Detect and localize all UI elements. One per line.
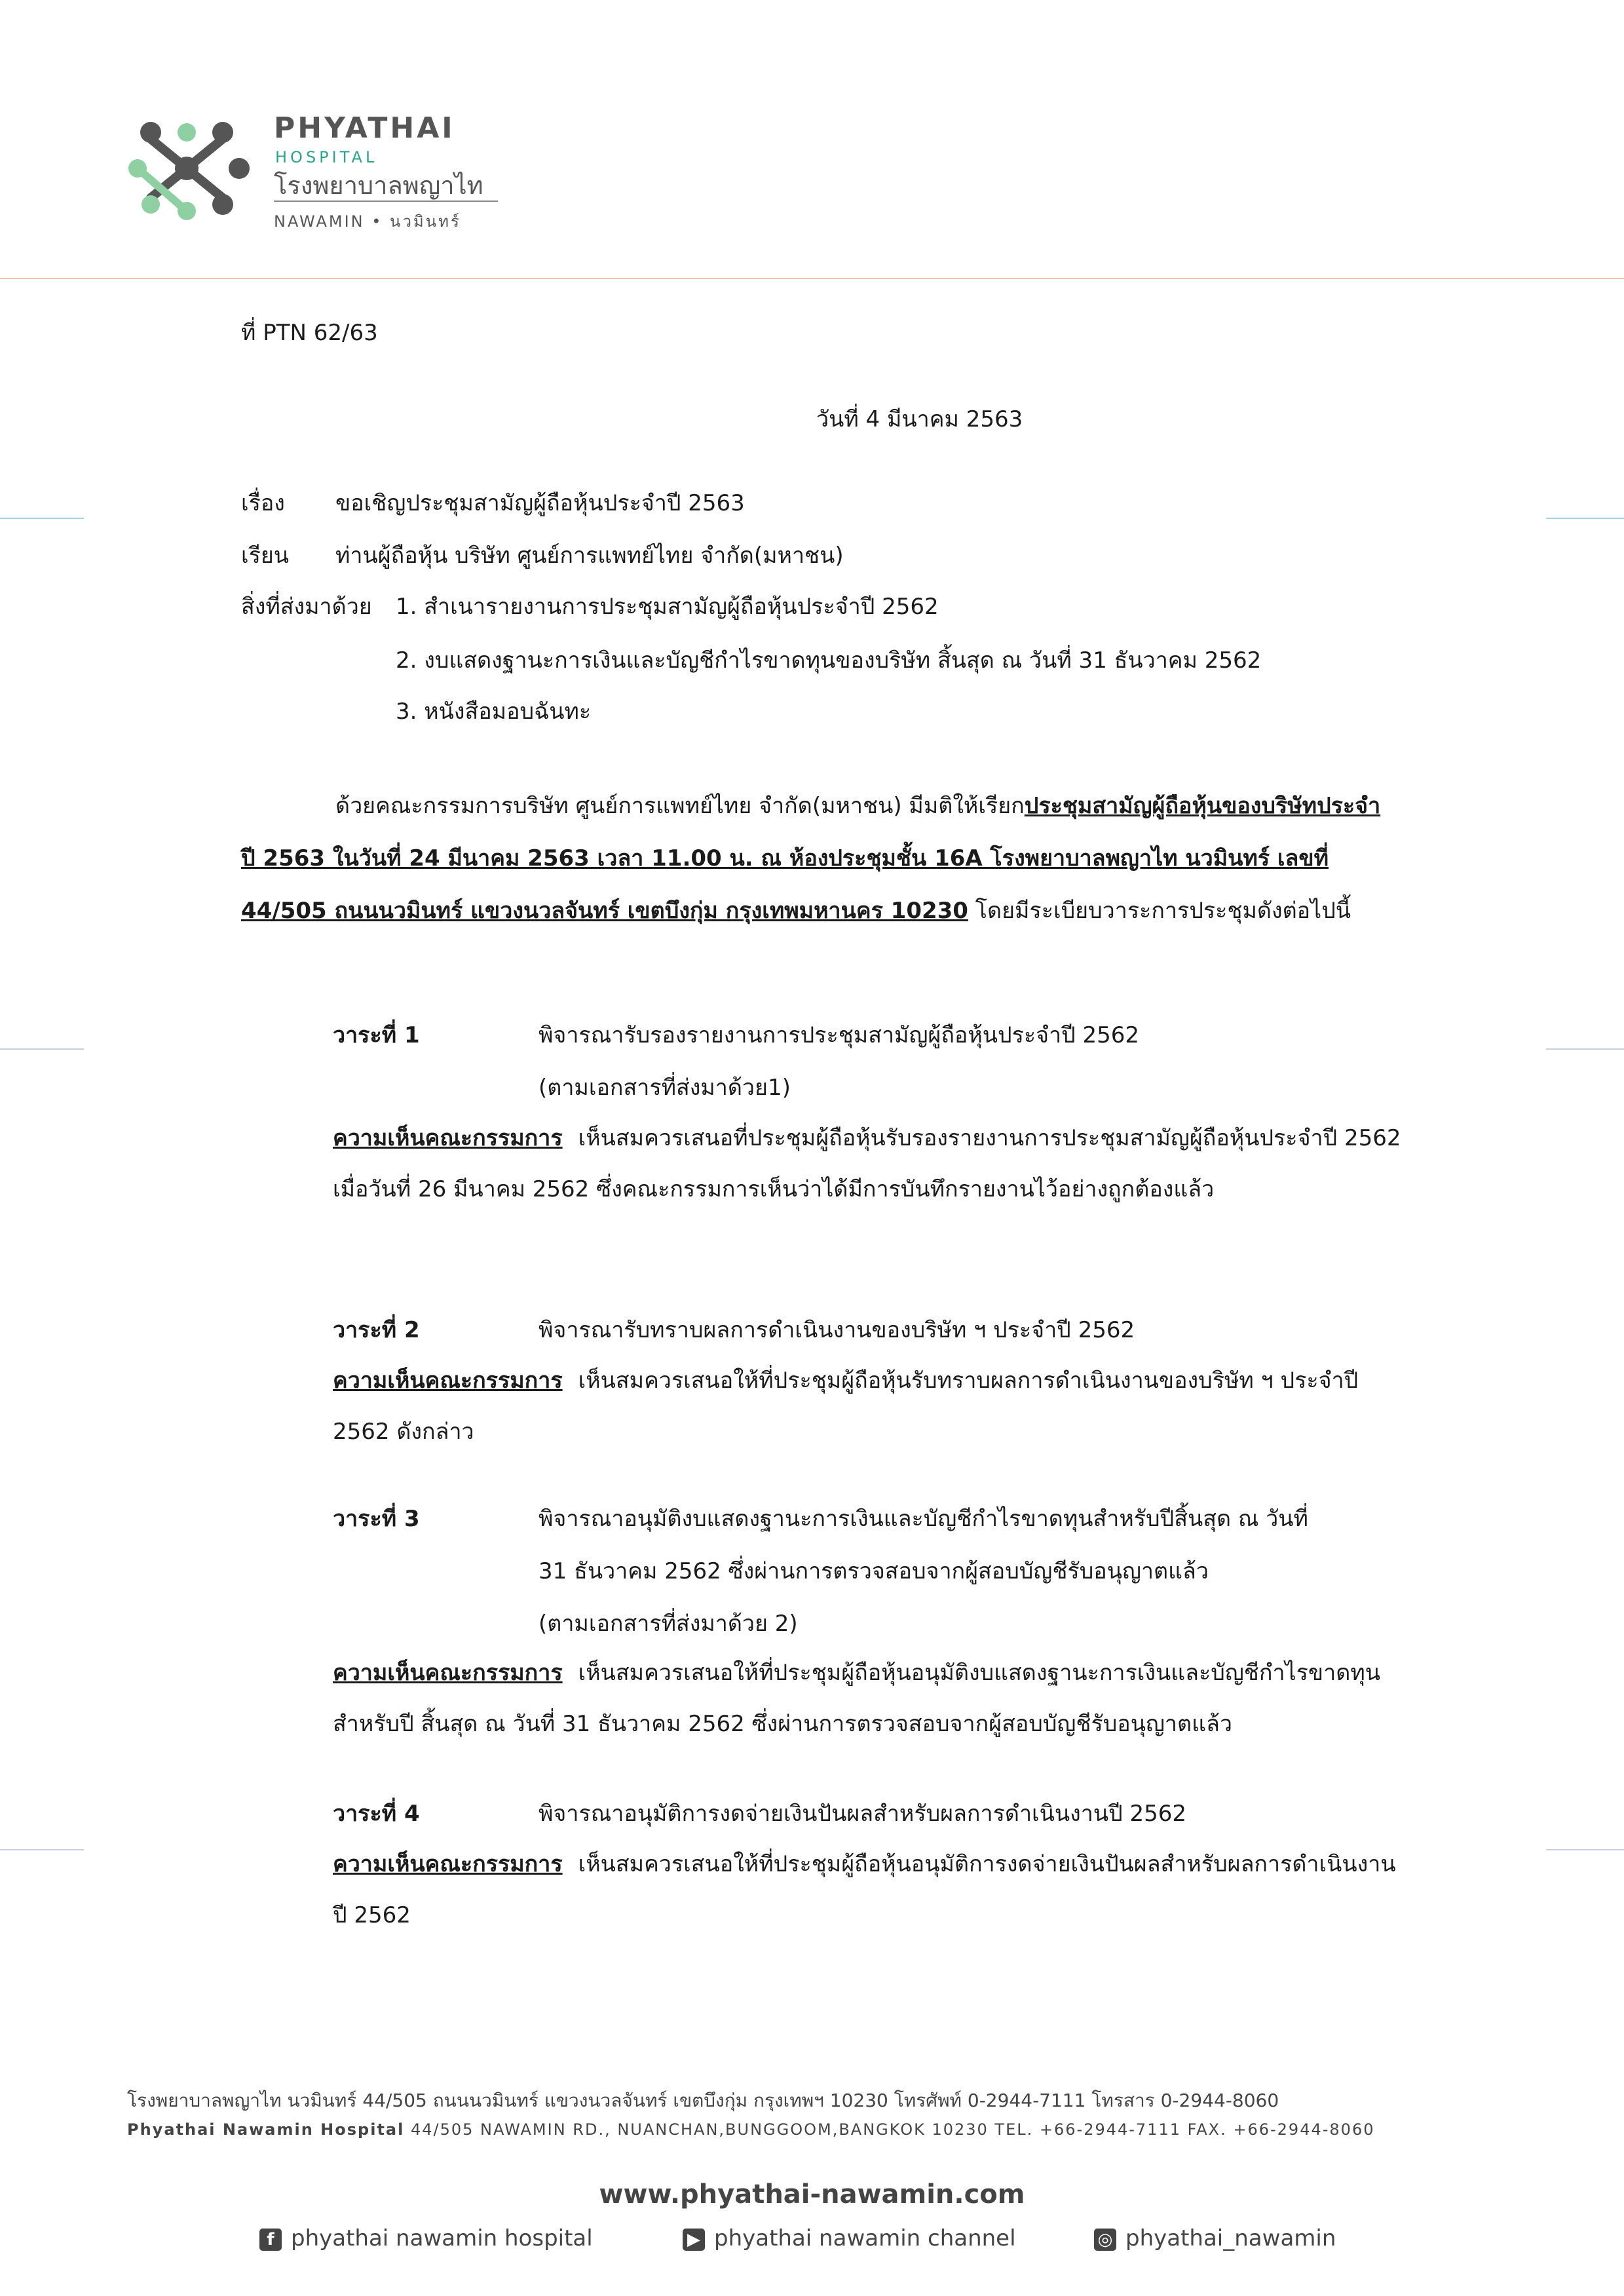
board-opinion-text: เห็นสมควรเสนอให้ที่ประชุมผู้ถือหุ้นรับทราบผลการดำเนินงานของบริษัท ฯ ประจำปี 2562 ดังกล่าว [333, 1368, 1359, 1445]
subject-text: ขอเชิญประชุมสามัญผู้ถือหุ้นประจำปี 2563 [335, 490, 745, 516]
youtube-icon: ▶ [683, 2229, 705, 2251]
board-opinion [333, 1647, 1407, 1750]
enclosure-item: 3. หนังสือมอบฉันทะ [396, 698, 592, 725]
facebook-icon: f [259, 2229, 282, 2251]
reference-number: ที่ PTN 62/63 [241, 320, 378, 346]
enclosure-item: 2. งบแสดงฐานะการเงินและบัญชีกำไรขาดทุนของบริษัท สิ้นสุด ณ วันที่ 31 ธันวาคม 2562 [396, 647, 1262, 674]
board-opinion-label: ความเห็นคณะกรรมการ [333, 1660, 563, 1686]
instagram-handle: phyathai_nawamin [1125, 2225, 1336, 2251]
margin-rule [0, 518, 84, 519]
board-opinion-text: เห็นสมควรเสนอให้ที่ประชุมผู้ถือหุ้นอนุมัติงบแสดงฐานะการเงินและบัญชีกำไรขาดทุนสำหรับปี สิ้นสุด ณ วันที่ 31 ธันวาคม 2562 ซึ่งผ่านการตรวจสอบจากผู้สอบบัญชีรับอนุญาตแล้ว [333, 1660, 1380, 1737]
agenda-note: 31 ธันวาคม 2562 ซึ่งผ่านการตรวจสอบจากผู้สอบบัญชีรับอนุญาตแล้ว [538, 1558, 1209, 1584]
header-rule [0, 278, 1624, 279]
subject-label: เรื่อง [241, 490, 285, 516]
enclosure-label: สิ่งที่ส่งมาด้วย [241, 594, 372, 620]
board-opinion [333, 1355, 1407, 1457]
agenda-title: พิจารณาอนุมัติงบแสดงฐานะการเงินและบัญชีกำไรขาดทุนสำหรับปีสิ้นสุด ณ วันที่ [538, 1506, 1308, 1532]
intro-text: ด้วยคณะกรรมการบริษัท ศูนย์การแพทย์ไทย จำกัด(มหาชน) มีมติให้เรียก [335, 793, 1025, 819]
agenda-title: พิจารณารับทราบผลการดำเนินงานของบริษัท ฯ ประจำปี 2562 [538, 1317, 1135, 1343]
brand-thai-name: โรงพยาบาลพญาไท [274, 171, 483, 200]
website-link[interactable]: www.phyathai-nawamin.com [599, 2179, 1025, 2210]
enclosure-item: 1. สำเนารายงานการประชุมสามัญผู้ถือหุ้นประจำปี 2562 [396, 594, 939, 620]
brand-divider [274, 201, 498, 202]
board-opinion-label: ความเห็นคณะกรรมการ [333, 1368, 563, 1394]
board-opinion-label: ความเห็นคณะกรรมการ [333, 1125, 563, 1151]
agenda-label: วาระที่ 1 [333, 1022, 420, 1048]
footer-address-text: 44/505 NAWAMIN RD., NUANCHAN,BUNGGOOM,BANGKOK 10230 TEL. +66-2944-7111 FAX. +66-2944-8060 [404, 2120, 1375, 2139]
brand-name: PHYATHAI [274, 111, 455, 145]
margin-rule [1546, 1849, 1624, 1850]
recipient-text: ท่านผู้ถือหุ้น บริษัท ศูนย์การแพทย์ไทย จำกัด(มหาชน) [335, 543, 844, 569]
brand-subtitle: HOSPITAL [275, 148, 378, 166]
intro-paragraph [241, 780, 1394, 937]
agenda-title: พิจารณาอนุมัติการงดจ่ายเงินปันผลสำหรับผลการดำเนินงานปี 2562 [538, 1801, 1187, 1827]
agenda-label: วาระที่ 2 [333, 1317, 420, 1343]
instagram-link[interactable] [1094, 2225, 1336, 2251]
margin-rule [0, 1048, 84, 1050]
agenda-note: (ตามเอกสารที่ส่งมาด้วย 2) [538, 1611, 798, 1637]
hospital-logo-icon [124, 113, 255, 224]
facebook-handle: phyathai nawamin hospital [291, 2225, 593, 2251]
board-opinion [333, 1839, 1407, 1941]
agenda-title: พิจารณารับรองรายงานการประชุมสามัญผู้ถือหุ้นประจำปี 2562 [538, 1022, 1140, 1048]
margin-rule [1546, 1048, 1624, 1050]
brand-branch: NAWAMIN • นวมินทร์ [274, 212, 461, 231]
meeting-details: ประชุมสามัญผู้ถือหุ้นของบริษัทประจำปี 2563 ในวันที่ 24 มีนาคม 2563 เวลา 11.00 น. ณ ห้องประชุมชั้น 16A โรงพยาบาลพญาไท นวมินทร์ เลขที่ 44/505 ถนนนวมินทร์ แขวงนวลจันทร์ เขตบึงกุ่ม กรุงเทพมหานคร 10230 [241, 793, 1381, 924]
board-opinion [333, 1113, 1407, 1215]
agenda-label: วาระที่ 4 [333, 1801, 420, 1827]
instagram-icon: ◎ [1094, 2229, 1116, 2251]
intro-tail: โดยมีระเบียบวาระการประชุมดังต่อไปนี้ [968, 898, 1351, 924]
footer-english-address [127, 2120, 1374, 2139]
margin-rule [0, 1849, 84, 1850]
recipient-label: เรียน [241, 543, 290, 569]
footer-hospital-name: Phyathai Nawamin Hospital [127, 2120, 405, 2139]
youtube-link[interactable] [683, 2225, 1016, 2251]
footer-thai-address: โรงพยาบาลพญาไท นวมินทร์ 44/505 ถนนนวมินทร์ แขวงนวลจันทร์ เขตบึงกุ่ม กรุงเทพฯ 10230 โทรศัพท์ 0-2944-7111 โทรสาร 0-2944-8060 [127, 2090, 1279, 2111]
margin-rule [1546, 518, 1624, 519]
facebook-link[interactable] [259, 2225, 593, 2251]
board-opinion-text: เห็นสมควรเสนอให้ที่ประชุมผู้ถือหุ้นอนุมัติการงดจ่ายเงินปันผลสำหรับผลการดำเนินงานปี 2562 [333, 1851, 1396, 1928]
agenda-label: วาระที่ 3 [333, 1506, 420, 1532]
letter-date: วันที่ 4 มีนาคม 2563 [816, 406, 1023, 432]
board-opinion-text: เห็นสมควรเสนอที่ประชุมผู้ถือหุ้นรับรองรายงานการประชุมสามัญผู้ถือหุ้นประจำปี 2562 เมื่อวันที่ 26 มีนาคม 2562 ซึ่งคณะกรรมการเห็นว่าได้มีการบันทึกรายงานไว้อย่างถูกต้องแล้ว [333, 1125, 1401, 1202]
board-opinion-label: ความเห็นคณะกรรมการ [333, 1851, 563, 1877]
agenda-note: (ตามเอกสารที่ส่งมาด้วย1) [538, 1075, 791, 1101]
youtube-handle: phyathai nawamin channel [714, 2225, 1016, 2251]
